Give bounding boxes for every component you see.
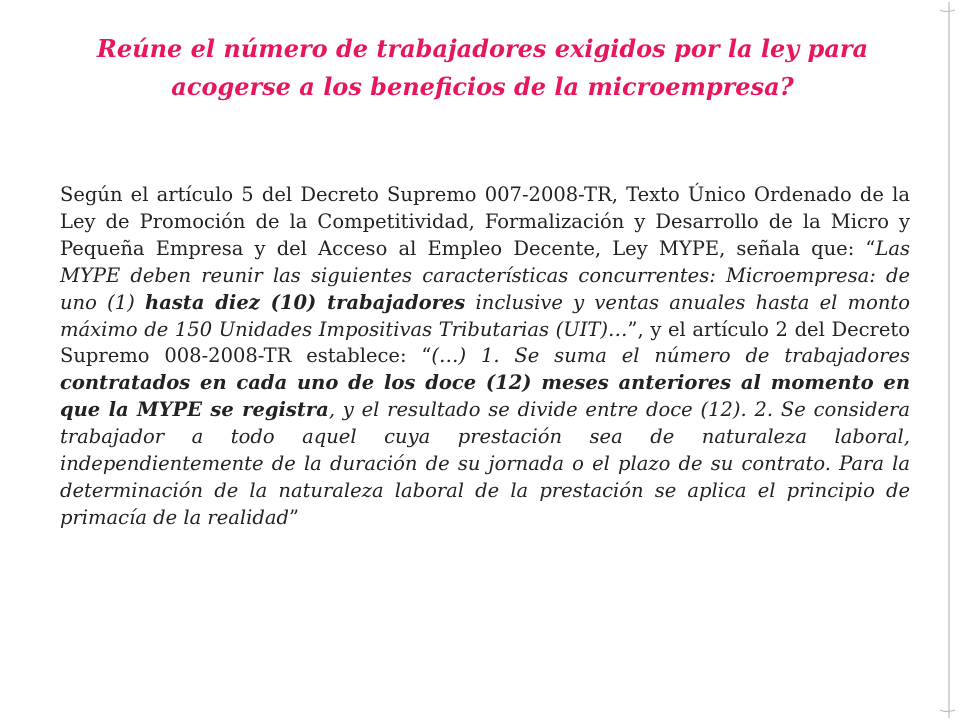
- body-quote-1-emphasis: hasta diez (10) trabajadores: [145, 290, 466, 314]
- body-quote-1: Las MYPE deben reunir las siguientes características concurrentes: Microempresa: de uno (1): [60, 236, 910, 314]
- body-quote-1-end: inclusive y ventas anuales hasta el monto máximo de 150 Unidades Impositivas Tributarias (UIT)…: [60, 290, 910, 341]
- body-quote-2-end: , y el resultado se divide entre doce (12). 2. Se considera trabajador a todo aquel cuya prestación sea de naturaleza laboral, independientemente de la duración de su jornada o el plazo de su contrato. Para la determinación de la naturaleza laboral de la prestación se aplica el principio de primacía de la realidad: [60, 398, 910, 529]
- body-text-intro: Según el artículo 5 del Decreto Supremo 007-2008-TR, Texto Único Ordenado de la Ley de Promoción de la Competitividad, Formalización y Desarrollo de la Micro y Pequeña Empresa y del Acceso al Empleo Decente, Ley MYPE, señala que: “: [60, 183, 910, 260]
- slide-title: Reúne el número de trabajadores exigidos por la ley para acogerse a los beneficios de la microempresa?: [96, 34, 869, 101]
- body-text-closing-quote: ”: [288, 505, 299, 529]
- body-paragraph: [60, 182, 910, 532]
- body-quote-2-emphasis: contratados en cada uno de los doce (12) meses anteriores al momento en que la MYPE se registra: [60, 371, 910, 422]
- body-text-middle: ”, y el artículo 2 del Decreto Supremo 008-2008-TR establece: “: [60, 317, 910, 368]
- body-quote-2: (…) 1. Se suma el número de trabajadores: [431, 344, 910, 368]
